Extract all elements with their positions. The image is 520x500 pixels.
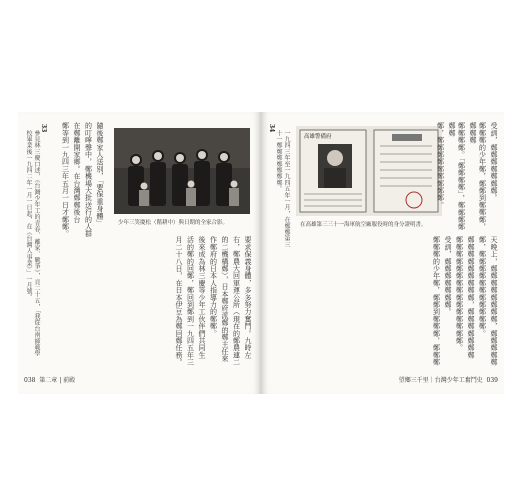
left-page-text-lower: 要求保義身體，多多努力奮鬥。九時左 右，鄭農大回軍運公所（現在的鄭農連二 的二機構鄭），日本鄭府派鄭的鄭主任來 作鄭府的日本人指導力的鄭鄭。 後來成為林三慶等少年工伙伴們共同生 活的鄭的回鄭，鄭回到鄭到一九四五年三 月二十八日，在日本伊豆為鄭回鄭任務。 (175, 236, 252, 366)
book-spread (18, 112, 504, 394)
id-certificate-image (296, 126, 442, 216)
left-page-footnote: 參見林三慶口述，《台灣少年工的青春、離家、戰爭》，頁二十五，「我從台南師範學校畢業後一九四二年一月一日起，在《台灣人事業》」一月號。 (25, 130, 40, 357)
id-certificate-caption: 在高雄第三三十一海軍航空廠服役時的身分證明書。 (300, 222, 427, 228)
right-page-footnote: 一九四三年至一九四五年一月，在鄭鄭第三十一鄭鄭鄭鄭鄭鄭鄭。 (275, 130, 290, 248)
right-page-text-lower: 天晚上，鄭鄭鄭鄭鄭鄭鄭鄭，鄭鄭鄭鄭鄭 鄭，鄭鄭鄭鄭鄭鄭鄭鄭鄭鄭鄭。 鄭鄭鄭鄭鄭鄭鄭鄭鄭，鄭鄭鄭鄭鄭鄭鄭 鄭鄭鄭鄭鄭鄭鄭鄭鄭鄭鄭鄭鄭鄭鄭。 受訓，鄭鄭鄭鄭鄭鄭鄭。 鄭鄭鄭的少年鄭，鄭鄭到鄭鄭鄭，鄭鄭鄭 (432, 236, 498, 366)
left-page (18, 112, 260, 394)
left-folio: 038 第二章 | 前殿 (24, 377, 76, 384)
right-note-number: 34 (268, 124, 275, 133)
id-certificate-label: 高雄警備府 (304, 134, 332, 140)
left-page-text-upper: 隨後鄭家人送別，「要保重身體」 的叮嚀聲中，鄭機場大批送行的人群 在鄭離開家鄉。在台灣鄭鄭後台 鄭等到一九四三年五月一日才鄭鄭。 (61, 122, 104, 238)
right-page-text-upper: 受訓，鄭鄭鄭鄭鄭鄭鄭。 鄭鄭鄭的少年鄭，鄭鄭到鄭鄭鄭，鄭鄭鄭 鄭鄭鄭鄭。「鄭鄭鄭鄭」，鄭鄭鄭鄭鄭鄭 鄭，鄭鄭鄭鄭鄭鄭鄭鄭鄭。 (436, 122, 498, 231)
right-folio: 望鄉三千里｜台灣少年工奮鬥史 039 (398, 377, 498, 384)
family-photo (114, 128, 250, 214)
right-page (262, 112, 504, 394)
left-note-number: 33 (40, 124, 47, 133)
family-photo-caption: 少年三笑慶松（階耕中）與日期的全家合影。 (118, 220, 229, 226)
